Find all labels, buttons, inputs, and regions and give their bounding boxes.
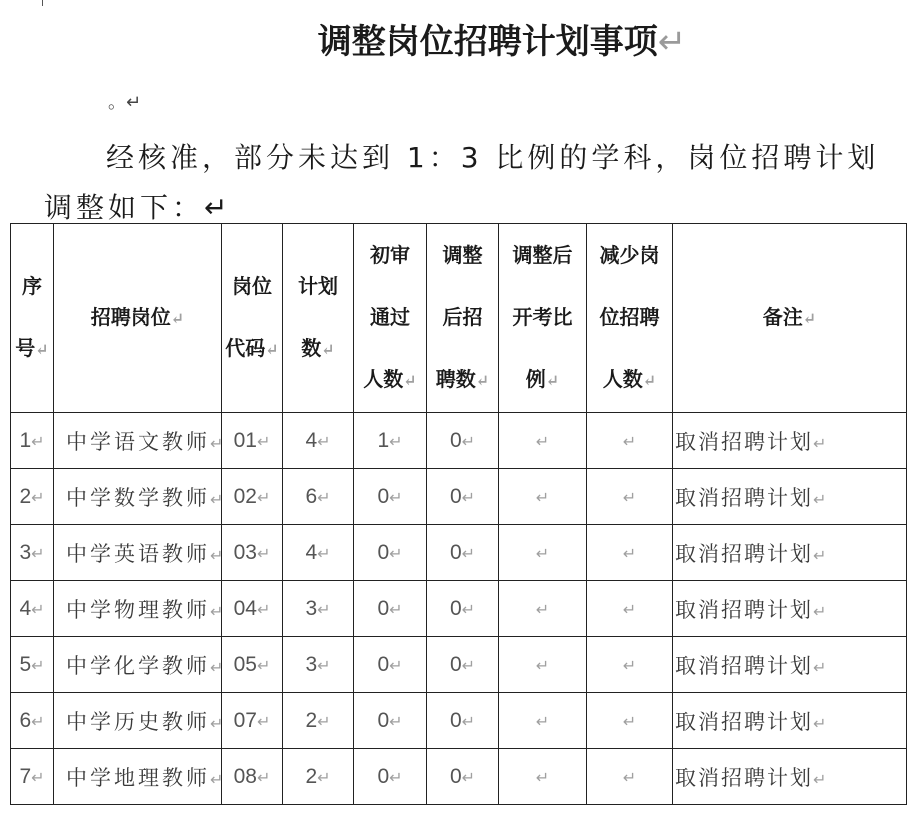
- paragraph-mark-icon: ↵: [210, 713, 227, 733]
- header-reduced-line: 人数↵: [602, 367, 657, 391]
- cell-code: [222, 693, 283, 749]
- header-plan-line: 数↵: [301, 336, 335, 360]
- cell-code-text: 04: [233, 596, 257, 620]
- cell-code-text: 01: [233, 428, 257, 452]
- paragraph-mark-icon: ↵: [461, 433, 476, 451]
- cell-note-text: 取消招聘计划: [675, 485, 813, 510]
- cell-note-text: 取消招聘计划: [675, 541, 813, 566]
- cell-passed-text: 0: [377, 652, 390, 676]
- paragraph-mark-icon: ↵: [389, 769, 403, 787]
- paragraph-mark-icon: ↵: [317, 601, 331, 619]
- paragraph-mark-icon: ↵: [535, 769, 550, 787]
- cell-adjusted: [427, 693, 499, 749]
- paragraph-mark-icon: ↵: [545, 371, 560, 390]
- cell-position-text: 中学语文教师: [66, 429, 210, 454]
- paragraph-mark-icon: ↵: [461, 545, 476, 563]
- cell-passed: [354, 749, 427, 805]
- header-adjusted: [427, 224, 499, 413]
- cell-plan-text: 4: [305, 540, 318, 564]
- header-code-line: 代码↵: [225, 336, 279, 360]
- cell-ratio: [499, 693, 587, 749]
- cell-note: [673, 581, 907, 637]
- cell-passed: [354, 413, 427, 469]
- cell-passed-text: 0: [377, 484, 390, 508]
- header-passed-line: 通过: [370, 305, 410, 329]
- cell-note: [673, 469, 907, 525]
- cell-plan-text: 3: [305, 596, 318, 620]
- table-row: [11, 637, 907, 693]
- paragraph-mark-icon: ↵: [535, 657, 550, 675]
- paragraph-mark-icon: ↵: [622, 433, 637, 451]
- paragraph-mark-icon: ↵: [535, 601, 550, 619]
- cell-passed-text: 0: [377, 764, 390, 788]
- cell-code: [222, 413, 283, 469]
- cell-position: [54, 469, 227, 525]
- cell-plan-text: 4: [305, 428, 318, 452]
- header-ratio-line: 开考比: [512, 305, 573, 329]
- paragraph-mark-icon: ↵: [622, 601, 637, 619]
- paragraph-mark-icon: ↵: [35, 340, 49, 359]
- paragraph-mark-icon: ↵: [210, 433, 227, 453]
- cell-plan-text: 3: [305, 652, 318, 676]
- paragraph-mark-icon: ↵: [535, 433, 550, 451]
- cell-note-text: 取消招聘计划: [675, 597, 813, 622]
- paragraph-mark-icon: ↵: [317, 545, 331, 563]
- paragraph-mark-icon: ↵: [265, 340, 279, 359]
- cell-plan: [283, 469, 354, 525]
- cell-ratio: [499, 637, 587, 693]
- cell-ratio: [499, 749, 587, 805]
- cell-note: [673, 693, 907, 749]
- cell-adjusted: [427, 469, 499, 525]
- cell-position-text: 中学化学教师: [66, 653, 210, 678]
- table-row: [11, 581, 907, 637]
- recruitment-table: [10, 223, 907, 805]
- header-plan-line: 计划: [298, 274, 338, 298]
- header-ratio-line: 调整后: [512, 243, 573, 267]
- paragraph-mark-icon: ↵: [813, 657, 829, 677]
- cell-seq-text: 2: [19, 484, 32, 508]
- header-passed: [354, 224, 427, 413]
- header-code: [222, 224, 283, 413]
- cell-passed: [354, 581, 427, 637]
- cell-note: [673, 413, 907, 469]
- table-row: [11, 749, 907, 805]
- cell-position-text: 中学历史教师: [66, 709, 210, 734]
- cell-adjusted-text: 0: [449, 708, 462, 732]
- text-cursor: [42, 0, 43, 6]
- cell-adjusted-text: 0: [449, 764, 462, 788]
- cell-code: [222, 637, 283, 693]
- cell-reduced: [587, 469, 673, 525]
- table-row: [11, 693, 907, 749]
- cell-position: [54, 581, 227, 637]
- cell-position-text: 中学物理教师: [66, 597, 210, 622]
- cell-reduced: [587, 413, 673, 469]
- paragraph-mark-icon: ↵: [31, 433, 45, 451]
- document-title-text: 调整岗位招聘计划事项: [317, 22, 658, 62]
- header-note-line: 备注↵: [762, 305, 817, 329]
- cell-reduced: [587, 749, 673, 805]
- cell-position-text: 中学地理教师: [66, 765, 210, 790]
- cell-plan-text: 2: [305, 708, 318, 732]
- cell-plan: [283, 749, 354, 805]
- cell-plan: [283, 693, 354, 749]
- paragraph-mark-icon: ↵: [256, 657, 271, 675]
- paragraph-mark-icon: ↵: [813, 769, 829, 789]
- header-code-line: 岗位: [232, 274, 272, 298]
- paragraph-mark-icon: ↵: [256, 601, 271, 619]
- header-reduced-line: 减少岗: [599, 243, 660, 267]
- header-reduced: [587, 224, 673, 413]
- cell-position: [54, 693, 227, 749]
- paragraph-mark-icon: ↵: [657, 22, 687, 62]
- paragraph-mark-icon: ↵: [389, 657, 403, 675]
- cell-seq: [11, 525, 54, 581]
- paragraph-mark-icon: ↵: [389, 433, 403, 451]
- cell-note-text: 取消招聘计划: [675, 429, 813, 454]
- cell-code-text: 08: [233, 764, 257, 788]
- paragraph-mark-icon: ↵: [813, 433, 829, 453]
- cell-seq-text: 6: [19, 708, 32, 732]
- paragraph-mark-icon: ↵: [389, 713, 403, 731]
- cell-adjusted-text: 0: [449, 596, 462, 620]
- cell-reduced: [587, 581, 673, 637]
- cell-ratio: [499, 469, 587, 525]
- paragraph-mark-icon: ↵: [535, 489, 550, 507]
- cell-passed-text: 0: [377, 596, 390, 620]
- cell-code: [222, 469, 283, 525]
- cell-code: [222, 581, 283, 637]
- cell-plan: [283, 413, 354, 469]
- paragraph-mark-icon: ↵: [622, 769, 637, 787]
- cell-position-text: 中学数学教师: [66, 485, 210, 510]
- cell-passed: [354, 637, 427, 693]
- cell-seq-text: 4: [19, 596, 32, 620]
- paragraph-mark-icon: ↵: [31, 601, 45, 619]
- cell-note: [673, 637, 907, 693]
- paragraph-mark-icon: ↵: [256, 545, 271, 563]
- cell-adjusted: [427, 749, 499, 805]
- paragraph-mark-icon: ↵: [210, 545, 227, 565]
- cell-adjusted-text: 0: [449, 652, 462, 676]
- header-adjusted-line: 后招: [442, 305, 483, 329]
- cell-reduced: [587, 637, 673, 693]
- paragraph-mark-icon: ↵: [317, 713, 331, 731]
- paragraph-mark-icon: ↵: [317, 657, 331, 675]
- paragraph-mark-icon: ↵: [461, 713, 476, 731]
- cell-passed-text: 0: [377, 540, 390, 564]
- paragraph-mark-icon: ↵: [813, 601, 829, 621]
- cell-position-text: 中学英语教师: [66, 541, 210, 566]
- paragraph-mark-icon: ↵: [535, 545, 550, 563]
- paragraph-mark-icon: ↵: [210, 769, 227, 789]
- table-row: [11, 469, 907, 525]
- cell-ratio: [499, 413, 587, 469]
- cell-seq-text: 1: [19, 428, 32, 452]
- header-note: [673, 224, 907, 413]
- cell-reduced: [587, 693, 673, 749]
- header-ratio-line: 例↵: [525, 367, 560, 391]
- paragraph-mark-icon: ↵: [802, 309, 817, 328]
- cell-adjusted-text: 0: [449, 484, 462, 508]
- cell-note: [673, 749, 907, 805]
- header-seq-line: 号↵: [15, 336, 49, 360]
- cell-seq: [11, 413, 54, 469]
- header-ratio: [499, 224, 587, 413]
- cell-passed-text: 1: [377, 428, 390, 452]
- paragraph-mark-icon: ↵: [317, 489, 331, 507]
- header-reduced-line: 位招聘: [599, 305, 660, 329]
- paragraph-mark-icon: ↵: [31, 545, 45, 563]
- paragraph-mark-icon: ↵: [31, 713, 45, 731]
- header-plan: [283, 224, 354, 413]
- paragraph-mark-icon: ↵: [389, 489, 403, 507]
- cell-seq: [11, 581, 54, 637]
- cell-ratio: [499, 525, 587, 581]
- paragraph-mark-icon: ↵: [31, 657, 45, 675]
- paragraph-mark-icon: ↵: [461, 601, 476, 619]
- paragraph-mark-icon: ↵: [475, 371, 490, 390]
- cell-passed: [354, 693, 427, 749]
- paragraph-mark-icon: ↵: [256, 769, 271, 787]
- cell-seq-text: 5: [19, 652, 32, 676]
- paragraph-mark-icon: ↵: [622, 713, 637, 731]
- table-row: [11, 525, 907, 581]
- cell-ratio: [499, 581, 587, 637]
- cell-seq: [11, 637, 54, 693]
- cell-passed-text: 0: [377, 708, 390, 732]
- header-passed-line: 人数↵: [363, 367, 417, 391]
- cell-seq: [11, 469, 54, 525]
- header-adjusted-line: 聘数↵: [435, 367, 490, 391]
- paragraph-mark-icon: ↵: [31, 489, 45, 507]
- cell-seq-text: 3: [19, 540, 32, 564]
- table-body: [11, 413, 907, 805]
- cell-code-text: 05: [233, 652, 257, 676]
- cell-adjusted: [427, 413, 499, 469]
- cell-position: [54, 525, 227, 581]
- paragraph-mark-icon: ↵: [813, 545, 829, 565]
- cell-seq-text: 7: [19, 764, 32, 788]
- header-seq: [11, 224, 54, 413]
- paragraph-mark-icon: ↵: [389, 545, 403, 563]
- paragraph-mark-icon: ↵: [210, 489, 227, 509]
- cell-note: [673, 525, 907, 581]
- paragraph-mark-icon: ↵: [321, 340, 335, 359]
- paragraph-mark-icon: ↵: [622, 657, 637, 675]
- header-position: [54, 224, 222, 413]
- header-seq-line: 序: [22, 274, 42, 298]
- cell-adjusted-text: 0: [449, 540, 462, 564]
- paragraph-mark-icon: ↵: [535, 713, 550, 731]
- paragraph-mark-icon: ↵: [461, 769, 476, 787]
- cell-adjusted: [427, 637, 499, 693]
- paragraph-mark-icon: ↵: [210, 601, 227, 621]
- cell-passed: [354, 469, 427, 525]
- paragraph-mark-icon: ↵: [256, 433, 271, 451]
- cell-adjusted: [427, 581, 499, 637]
- cell-note-text: 取消招聘计划: [675, 653, 813, 678]
- cell-seq: [11, 749, 54, 805]
- cell-reduced: [587, 525, 673, 581]
- paragraph-mark-icon: ↵: [813, 713, 829, 733]
- paragraph-mark-icon: ↵: [317, 769, 331, 787]
- paragraph-mark-icon: ↵: [642, 371, 657, 390]
- paragraph-line-2: 调整如下：↵: [44, 191, 232, 224]
- cell-plan-text: 2: [305, 764, 318, 788]
- cell-code-text: 03: [233, 540, 257, 564]
- cell-plan-text: 6: [305, 484, 318, 508]
- cell-code: [222, 525, 283, 581]
- cell-passed: [354, 525, 427, 581]
- paragraph-mark-icon: ↵: [461, 657, 476, 675]
- paragraph-mark-icon: ↵: [813, 489, 829, 509]
- paragraph-line-1: 经核准，部分未达到 1：3 比例的学科，岗位招聘计划: [106, 141, 880, 174]
- header-passed-line: 初审: [370, 243, 410, 267]
- document-title: [0, 14, 924, 63]
- cell-code-text: 02: [233, 484, 257, 508]
- paragraph-mark-icon: ↵: [389, 601, 403, 619]
- cell-seq: [11, 693, 54, 749]
- header-position-line: 招聘岗位↵: [90, 305, 185, 329]
- paragraph-mark-icon: ↵: [256, 713, 271, 731]
- paragraph-mark-icon: ↵: [317, 433, 331, 451]
- empty-paragraph: 。↵: [108, 92, 142, 113]
- paragraph-mark-icon: ↵: [31, 769, 45, 787]
- cell-plan: [283, 581, 354, 637]
- table-row: [11, 413, 907, 469]
- cell-code: [222, 749, 283, 805]
- header-adjusted-line: 调整: [442, 243, 483, 267]
- cell-position: [54, 637, 227, 693]
- paragraph-mark-icon: ↵: [461, 489, 476, 507]
- paragraph-mark-icon: ↵: [210, 657, 227, 677]
- paragraph-mark-icon: ↵: [403, 371, 417, 390]
- paragraph-mark-icon: ↵: [622, 545, 637, 563]
- cell-position: [54, 413, 227, 469]
- cell-plan: [283, 637, 354, 693]
- cell-position: [54, 749, 227, 805]
- paragraph-mark-icon: ↵: [256, 489, 271, 507]
- cell-adjusted-text: 0: [449, 428, 462, 452]
- table-header-row: [11, 224, 907, 413]
- cell-code-text: 07: [233, 708, 257, 732]
- cell-adjusted: [427, 525, 499, 581]
- cell-plan: [283, 525, 354, 581]
- cell-note-text: 取消招聘计划: [675, 709, 813, 734]
- paragraph-mark-icon: ↵: [170, 309, 185, 328]
- paragraph-mark-icon: ↵: [622, 489, 637, 507]
- cell-note-text: 取消招聘计划: [675, 765, 813, 790]
